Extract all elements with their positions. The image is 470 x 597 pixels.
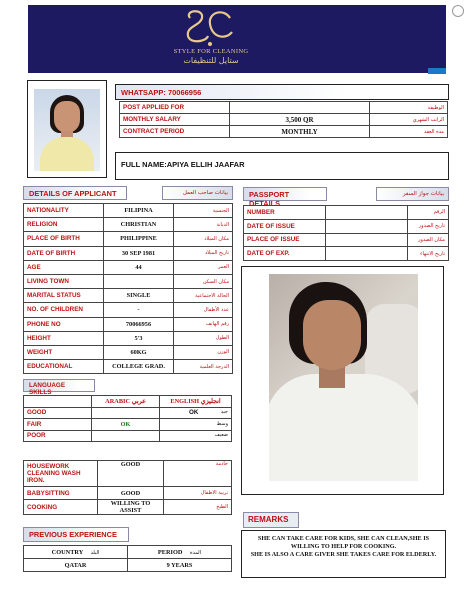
table-row [24,303,233,317]
skill-label-ar: تربية الاطفال [164,487,232,500]
table-row [24,274,233,288]
remarks-text-2: SHE IS ALSO A CARE GIVER SHE TAKES CARE FOR ELDERLY. [250,551,437,559]
passport-label: DATE OF ISSUE [244,219,326,233]
passport-header: PASSPORT DETAILS [243,187,327,201]
detail-label-ar: الديانة [174,218,233,232]
passport-value [326,233,408,247]
detail-label-ar: تاريخ الميلاد [174,246,233,260]
lang-level-ar: وسط [216,420,228,427]
skills-table [23,460,232,515]
table-row [244,219,449,233]
table-row [24,546,232,559]
lang-arabic-value: OK [92,419,160,431]
table-row [24,218,233,232]
detail-value: 5'3 [104,331,174,345]
applicant-photo-small [27,80,107,178]
skill-value: GOOD [98,461,164,487]
company-name-en: STYLE FOR CLEANING [173,48,249,55]
prev-country: QATAR [24,559,128,572]
details-table [23,203,233,374]
table-row [244,233,449,247]
lang-english-value: OK [189,409,199,417]
previous-header: PREVIOUS EXPERIENCE [23,527,129,542]
table-row [24,345,233,359]
table-row [24,289,233,303]
detail-label: NATIONALITY [24,204,104,218]
table-row [244,206,449,220]
passport-value [326,219,408,233]
lang-arabic-value [92,430,160,442]
detail-value: PHILIPPINE [104,232,174,246]
table-row [24,204,233,218]
lang-english-cell [160,407,232,419]
detail-value: 44 [104,260,174,274]
detail-label: RELIGION [24,218,104,232]
detail-label: WEIGHT [24,345,104,359]
table-row [24,260,233,274]
language-header: LANGUAGE SKILLS [23,379,95,392]
passport-value [326,247,408,261]
col-period-ar: المدة [190,549,202,556]
detail-value: - [104,303,174,317]
detail-label-ar: الطول [174,331,233,345]
lang-arabic-value [92,407,160,419]
detail-label-ar: الوزن [174,345,233,359]
passport-table [243,205,449,261]
table-row [120,126,448,138]
salary-label-ar: الراتب الشهري [370,114,448,126]
col-english: ENGLISH انجليزي [160,396,232,408]
detail-value: COLLEGE GRAD. [104,360,174,374]
language-table [23,395,232,442]
passport-value [326,206,408,220]
detail-label-ar: العمر [174,260,233,274]
detail-label-ar: الدرجة العلمية [174,360,233,374]
table-row [24,396,232,408]
detail-label-ar: رقم الهاتف [174,317,233,331]
lang-english-cell [160,430,232,442]
prev-period: 9 YEARS [128,559,232,572]
table-row [244,247,449,261]
col-country-ar: البلد [90,549,100,556]
contract-label-ar: مدة العقد [370,126,448,138]
contract-value: MONTHLY [230,126,370,138]
company-logo-icon [180,6,238,48]
table-row [24,559,232,572]
detail-label: PLACE OF BIRTH [24,232,104,246]
passport-label: DATE OF EXP. [244,247,326,261]
detail-label: MARITAL STATUS [24,289,104,303]
skill-label: BABYSITTING [24,487,98,500]
detail-label: LIVING TOWN [24,274,104,288]
salary-label: MONTHLY SALARY [120,114,230,126]
detail-value: 30 SEP 1981 [104,246,174,260]
lang-english-cell [160,419,232,431]
passport-header-ar: بيانات جواز السفر [376,187,449,201]
detail-value [104,274,174,288]
passport-label: NUMBER [244,206,326,220]
table-row [24,317,233,331]
detail-label-ar: الجنسية [174,204,233,218]
lang-level-ar: ضعيف [214,432,228,439]
full-name: FULL NAME:APIYA ELLIH JAAFAR [115,152,449,180]
remarks-box [241,530,446,578]
details-header-ar: بيانات صاحب العمل [162,186,233,200]
detail-label: AGE [24,260,104,274]
corner-mark [452,5,464,17]
table-row [24,419,232,431]
detail-label-ar: الحالة الاجتماعية [174,289,233,303]
passport-label-ar: مكان الصدور [408,233,449,247]
table-row [24,430,232,442]
passport-label-ar: تاريخ الانتهاء [408,247,449,261]
detail-value: 60KG [104,345,174,359]
post-label-ar: الوظيفة [370,102,448,114]
detail-label: HEIGHT [24,331,104,345]
col-country: COUNTRY [51,548,84,556]
post-label: POST APPLIED FOR [120,102,230,114]
whatsapp-label: WHATSAPP: 70066956 [115,84,449,100]
table-row [24,331,233,345]
table-row [24,487,232,500]
skill-value: GOOD [98,487,164,500]
table-row [24,500,232,515]
table-row [24,407,232,419]
skill-label: HOUSEWORK CLEANING WASH IRON. [24,461,98,487]
table-row [24,232,233,246]
col-period: PERIOD [157,548,183,556]
lang-level-ar: جيد [220,409,228,416]
banner-accent [428,68,446,74]
lang-level-label: POOR [24,430,92,442]
detail-value: CHRISTIAN [104,218,174,232]
lang-level-label: GOOD [24,407,92,419]
previous-table [23,545,232,572]
detail-label: PHONE NO [24,317,104,331]
remarks-header: REMARKS [243,512,299,528]
table-row [24,461,232,487]
detail-value: 70066956 [104,317,174,331]
salary-value: 3,500 QR [230,114,370,126]
post-value [230,102,370,114]
detail-label-ar: مكان الميلاد [174,232,233,246]
post-table [119,101,448,138]
skill-label-ar: الطبخ [164,500,232,515]
table-row [24,246,233,260]
detail-label: EDUCATIONAL [24,360,104,374]
table-row [24,360,233,374]
lang-level-label: FAIR [24,419,92,431]
detail-value: SINGLE [104,289,174,303]
applicant-photo-large [241,266,444,495]
detail-label-ar: عدد الأطفال [174,303,233,317]
passport-label: PLACE OF ISSUE [244,233,326,247]
table-row [120,114,448,126]
passport-label-ar: الرقم [408,206,449,220]
details-header: DETAILS OF APPLICANT [23,186,127,200]
detail-label: DATE OF BIRTH [24,246,104,260]
skill-label: COOKING [24,500,98,515]
table-row [120,102,448,114]
col-arabic: ARABIC عربي [92,396,160,408]
detail-label: NO. OF CHILDREN [24,303,104,317]
skill-label-ar: خادمة [164,461,232,487]
detail-label-ar: مكان السكن [174,274,233,288]
passport-label-ar: تاريخ الصدور [408,219,449,233]
contract-label: CONTRACT PERIOD [120,126,230,138]
detail-value: FILIPINA [104,204,174,218]
company-name-ar: ستايل للتنظيفات [183,56,239,65]
remarks-text-1: SHE CAN TAKE CARE FOR KIDS, SHE CAN CLEAN,SHE IS WILLING TO HELP FOR COOKING. [257,535,430,551]
skill-value: WILLING TO ASSIST [98,500,164,515]
